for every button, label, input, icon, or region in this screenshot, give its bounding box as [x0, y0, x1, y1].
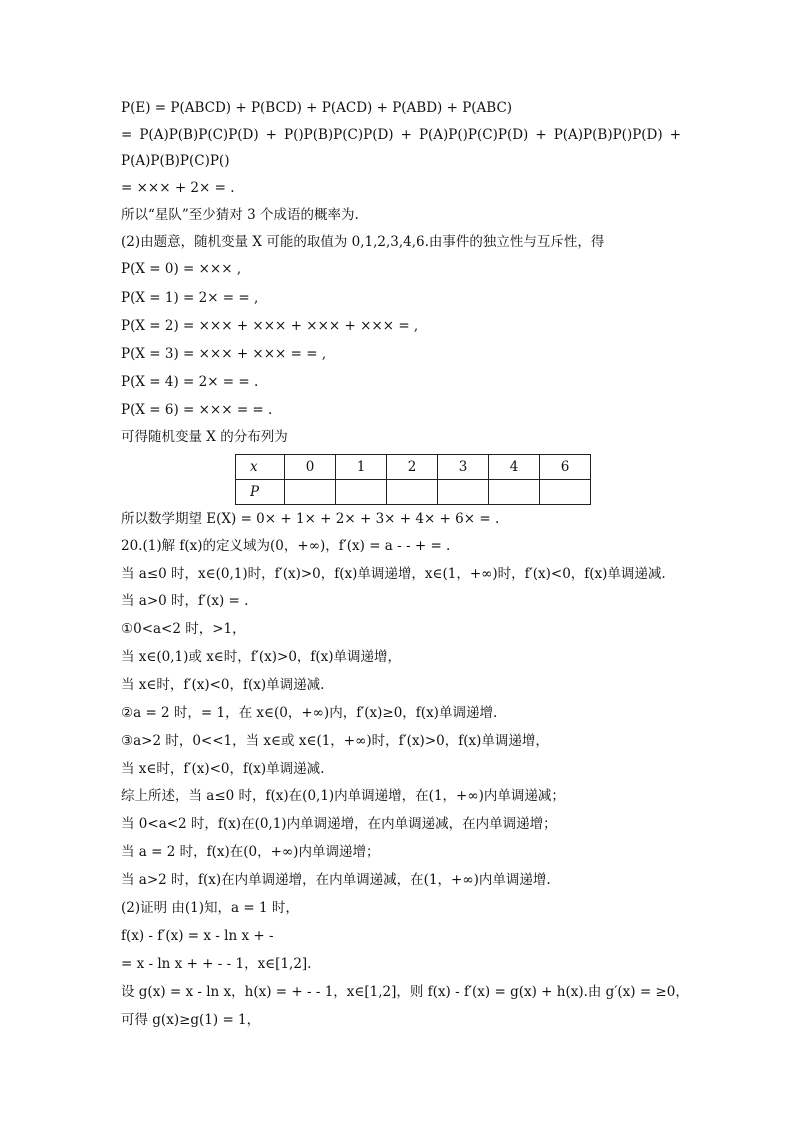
- term: +: [669, 127, 681, 143]
- table-cell: 3: [438, 455, 489, 480]
- term: +: [535, 127, 547, 143]
- text-line: ①0<a<2 时，>1，: [121, 621, 246, 637]
- formula-line: f(x) - f′(x) = x - ln x + -: [121, 928, 274, 944]
- text-line: 综上所述，当 a≤0 时，f(x)在(0,1)内单调递增，在(1，+∞)内单调递减；: [121, 788, 565, 804]
- text-line: 当 a≤0 时，x∈(0,1)时，f′(x)>0，f(x)单调递增，x∈(1，+∞)时，f′(x)<0，f(x)单调递减.: [121, 566, 666, 582]
- term: =: [121, 127, 133, 143]
- table-cell: [336, 480, 387, 505]
- term: P(A)P(B)P(C)P(D): [139, 127, 259, 143]
- text-line: 可得随机变量 X 的分布列为: [121, 429, 288, 445]
- table-cell: [438, 480, 489, 505]
- table-row: [236, 480, 591, 505]
- term: P(A)P()P(C)P(D): [418, 127, 529, 143]
- formula-line: P(A)P(B)P(C)P(): [121, 153, 230, 169]
- formula-line: P(X = 4) = 2× = = .: [121, 374, 259, 390]
- formula-line-pe: P(E) = P(ABCD) + P(BCD) + P(ACD) + P(ABD) + P(ABC): [121, 100, 513, 116]
- table-cell: 1: [336, 455, 387, 480]
- formula-line-expansion: [121, 126, 681, 144]
- table-cell: [489, 480, 540, 505]
- text-line: 当 a>2 时，f(x)在内单调递增，在内单调递减，在(1，+∞)内单调递增.: [121, 872, 551, 888]
- term: +: [400, 127, 412, 143]
- table-cell: 4: [489, 455, 540, 480]
- text-line: 当 x∈时，f′(x)<0，f(x)单调递减.: [121, 677, 325, 693]
- table-row: [236, 455, 591, 480]
- distribution-table: [235, 454, 591, 505]
- table-cell: 0: [285, 455, 336, 480]
- formula-line: P(X = 3) = ××× + ××× = = ,: [121, 346, 327, 362]
- text-line: (2)由题意，随机变量 X 可能的取值为 0,1,2,3,4,6.由事件的独立性与互斥性，得: [121, 234, 605, 250]
- formula-line: P(X = 2) = ××× + ××× + ××× + ××× = ,: [121, 318, 419, 334]
- text-line: 当 x∈(0,1)或 x∈时，f′(x)>0，f(x)单调递增，: [121, 649, 402, 665]
- term: P(A)P(B)P()P(D): [553, 127, 663, 143]
- text-line: ③a>2 时，0<<1，当 x∈或 x∈(1，+∞)时，f′(x)>0，f(x)单调递增，: [121, 733, 549, 749]
- formula-line: 所以数学期望 E(X) = 0× + 1× + 2× + 3× + 4× + 6× = .: [121, 511, 500, 527]
- table-cell: 2: [387, 455, 438, 480]
- text-line: ②a = 2 时，= 1，在 x∈(0，+∞)内，f′(x)≥0，f(x)单调递增.: [121, 705, 498, 721]
- formula-line: = x - ln x + + - - 1，x∈[1,2].: [121, 956, 312, 972]
- formula-line: = ××× + 2× = .: [121, 180, 235, 196]
- text-line: 当 a = 2 时，f(x)在(0，+∞)内单调递增；: [121, 844, 380, 860]
- table-cell: 6: [540, 455, 591, 480]
- table-cell: [387, 480, 438, 505]
- formula-line: P(X = 0) = ××× ,: [121, 261, 242, 277]
- formula-line: P(X = 1) = 2× = = ,: [121, 290, 259, 306]
- text-line: 当 a>0 时，f′(x) = .: [121, 593, 249, 609]
- text-line: 设 g(x) = x - ln x，h(x) = + - - 1，x∈[1,2]，则 f(x) - f′(x) = g(x) + h(x).由 g′(x) = ≥0，: [121, 984, 689, 1000]
- term: +: [265, 127, 277, 143]
- term: P()P(B)P(C)P(D): [284, 127, 394, 143]
- text-line: 20.(1)解 f(x)的定义域为(0，+∞)，f′(x) = a - - + = .: [121, 538, 451, 554]
- text-line: 当 x∈时，f′(x)<0，f(x)单调递减.: [121, 761, 325, 777]
- text-line: (2)证明 由(1)知，a = 1 时，: [121, 900, 299, 916]
- formula-line: P(X = 6) = ××× = = .: [121, 402, 273, 418]
- table-cell: [540, 480, 591, 505]
- text-line: 所以“星队”至少猜对 3 个成语的概率为.: [121, 207, 359, 223]
- table-cell: x: [236, 455, 285, 480]
- text-line: 可得 g(x)≥g(1) = 1，: [121, 1012, 261, 1028]
- text-line: 当 0<a<2 时，f(x)在(0,1)内单调递增，在内单调递减，在内单调递增；: [121, 816, 557, 832]
- table-cell: [285, 480, 336, 505]
- table-cell: P: [236, 480, 285, 505]
